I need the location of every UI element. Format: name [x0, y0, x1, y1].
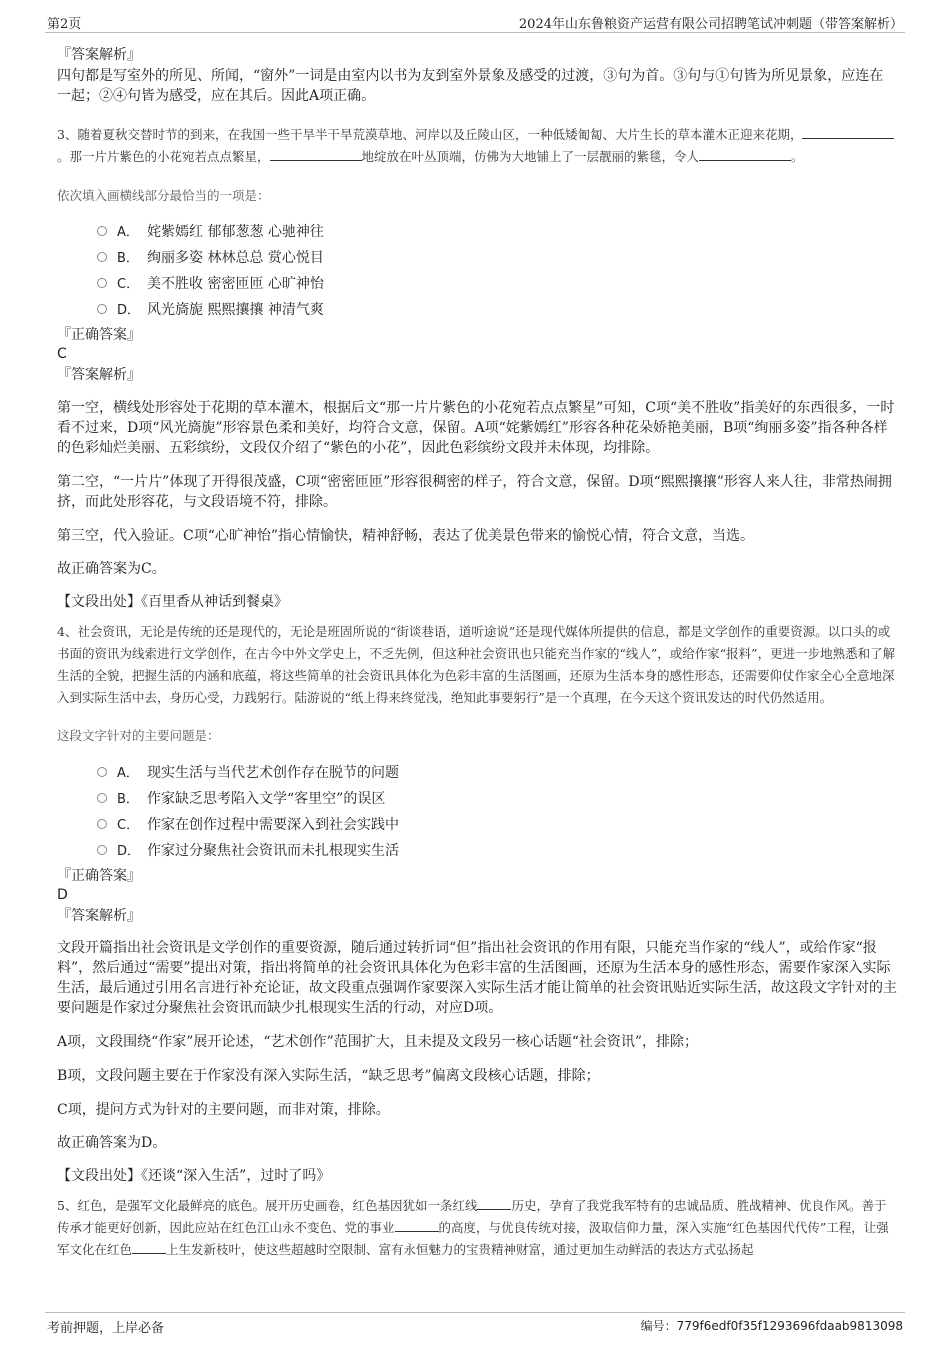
q3-analysis-para-3: 第三空，代入验证。C项“心旷神怡”指心情愉快，精神舒畅，表达了优美景色带来的愉悦心情，符合文意，当选。	[57, 528, 755, 544]
q3-correct-label: 『正确答案』	[57, 327, 141, 343]
q3-analysis-para-1: 第一空，横线处形容处于花期的草本灌木，根据后文“那一片片紫色的小花宛若点点繁星”可知，C项“美不胜收”指美好的东西很多，一时看不过来，D项“风光旖旎”形容景色柔和美好，均符合文意，保留。A项“姹紫嫣红”形容各种花朵娇艳美丽，B项“绚丽多姿”指各种各样的色彩灿烂美丽、五彩缤纷，文段仅介绍了“紫色的小花”，因此色彩缤纷文段并未体现，均排除。	[57, 400, 895, 456]
q4-question-text: 4、社会资讯，无论是传统的还是现代的，无论是班固所说的“街谈巷语，道听途说”还是现代媒体所提供的信息，都是文学创作的重要资源。以口头的或书面的资讯为线索进行文学创作，在古今中外文学史上，不乏先例，但这种社会资讯也只能充当作家的“线人”，或给作家“报料”，更进一步地熟悉和了解生活的全貌，把握生活的内涵和底蕴，将这些简单的社会资讯具体化为色彩丰富的生活图画，还原为生活本身的感性形态，还需要仰仗作家全心全意地深入到实际生活中去，身历心受，力践躬行。陆游说的“纸上得来终觉浅，绝知此事要躬行”是一个真理，在今天这个资讯发达的时代仍然适用。	[57, 624, 896, 705]
radio-icon[interactable]	[97, 278, 107, 288]
q3-option-a[interactable]: A． 姹紫嫣红 郁郁葱葱 心驰神往	[97, 219, 897, 245]
q3-prompt: 依次填入画横线部分最恰当的一项是：	[57, 188, 270, 203]
q4-analysis-para-3: B项，文段问题主要在于作家没有深入实际生活，“缺乏思考”偏离文段核心话题，排除；	[57, 1068, 600, 1084]
q2-analysis-text: 四句都是写室外的所见、所闻，“窗外”一词是由室内以书为友到室外景象及感受的过渡，③句为首。③句与①句皆为所见景象，应连在一起；②④句皆为感受，应在其后。因此A项正确。	[57, 68, 884, 104]
q3-analysis-label: 『答案解析』	[57, 367, 141, 383]
q3-analysis-para-2: 第二空，“一片片”体现了开得很茂盛，C项“密密匝匝”形容很稠密的样子，符合文意，保留。D项“熙熙攘攘”形容人来人往，非常热闹拥挤，而此处形容花，与文段语境不符，排除。	[57, 474, 892, 510]
footer-code: 编号：779f6edf0f35f1293696fdaab9813098	[640, 1319, 903, 1333]
q4-source: 【文段出处】《还谈“深入生活”，过时了吗》	[57, 1168, 331, 1184]
q3-blank-3	[699, 148, 791, 161]
q4-analysis-para-4: C项，提问方式为针对的主要问题，而非对策，排除。	[57, 1102, 390, 1118]
q3-option-c[interactable]: C． 美不胜收 密密匝匝 心旷神怡	[97, 271, 897, 297]
q3-analysis-para-4: 故正确答案为C。	[57, 561, 166, 577]
footer-slogan: 考前押题，上岸必备	[47, 1321, 165, 1336]
radio-icon[interactable]	[97, 304, 107, 314]
radio-icon[interactable]	[97, 819, 107, 829]
q5-question-text: 5、红色，是强军文化最鲜亮的底色。展开历史画卷，红色基因犹如一条红线 历史，孕育了我党我军特有的忠诚品质、胜战精神、优良作风。善于传承才能更好创新，因此应站在红色江山永不变色、党的事业 的高度，与优良传统对接，汲取信仰力量，深入实施“红色基因代代传”工程，让强军文化在红色 上生发新枝叶，使这些超越时空限制、富有永恒魅力的宝贵精神财富，通过更加生动鲜活的表达方式弘扬起	[57, 1198, 889, 1257]
q3-options	[57, 219, 897, 323]
q4-option-d[interactable]: D． 作家过分聚焦社会资讯而未扎根现实生活	[97, 838, 897, 864]
q5-blank-3	[132, 1241, 166, 1254]
radio-icon[interactable]	[97, 252, 107, 262]
q5-blank-2	[395, 1219, 439, 1232]
q3-question-text: 3、随着夏秋交替时节的到来，在我国一些干旱半干旱荒漠草地、河岸以及丘陵山区，一种低矮匍匐、大片生长的草本灌木正迎来花期，。那一片片紫色的小花宛若点点繁星， 地绽放在叶丛顶端，仿佛为大地铺上了一层靓丽的紫毯，令人 。	[57, 124, 897, 168]
radio-icon[interactable]	[97, 767, 107, 777]
page-content	[57, 46, 897, 1261]
q4-correct-answer: D	[57, 887, 68, 903]
document-title: 2024年山东鲁粮资产运营有限公司招聘笔试冲刺题（带答案解析）	[518, 17, 903, 32]
q3-option-d[interactable]: D． 风光旖旎 熙熙攘攘 神清气爽	[97, 297, 897, 323]
page-number: 第2页	[47, 17, 82, 32]
q2-analysis-label: 『答案解析』	[57, 47, 141, 63]
q4-analysis-para-2: A项，文段围绕“作家”展开论述，“艺术创作”范围扩大，且未提及文段另一核心话题“社会资讯”，排除；	[57, 1034, 699, 1050]
q5-blank-1	[477, 1197, 511, 1210]
q4-correct-label: 『正确答案』	[57, 868, 141, 884]
q4-prompt: 这段文字针对的主要问题是：	[57, 728, 220, 743]
q4-analysis-label: 『答案解析』	[57, 908, 141, 924]
q4-options	[57, 760, 897, 864]
q4-analysis-para-1: 文段开篇指出社会资讯是文学创作的重要资源，随后通过转折词“但”指出社会资讯的作用有限，只能充当作家的“线人”，或给作家“报料”，然后通过“需要”提出对策，指出将简单的社会资讯具体化为色彩丰富的生活图画，还原为生活本身的感性形态，需要作家深入实际生活，最后通过引用名言进行补充论证，故文段重点强调作家要深入实际生活才能让简单的社会资讯贴近实际生活，故这段文字针对的主要问题是作家过分聚焦社会资讯而缺少扎根现实生活的行动，对应D项。	[57, 940, 897, 1016]
q3-option-b[interactable]: B． 绚丽多姿 林林总总 赏心悦目	[97, 245, 897, 271]
page-header	[45, 10, 905, 33]
q3-blank-1	[802, 126, 894, 139]
q3-blank-2	[270, 148, 362, 161]
q4-option-c[interactable]: C． 作家在创作过程中需要深入到社会实践中	[97, 812, 897, 838]
q3-source: 【文段出处】《百里香从神话到餐桌》	[57, 594, 288, 610]
page-footer	[45, 1312, 905, 1335]
radio-icon[interactable]	[97, 226, 107, 236]
radio-icon[interactable]	[97, 845, 107, 855]
radio-icon[interactable]	[97, 793, 107, 803]
q4-option-a[interactable]: A． 现实生活与当代艺术创作存在脱节的问题	[97, 760, 897, 786]
q3-correct-answer: C	[57, 346, 67, 362]
q4-analysis-para-5: 故正确答案为D。	[57, 1135, 167, 1151]
q4-option-b[interactable]: B． 作家缺乏思考陷入文学“客里空”的误区	[97, 786, 897, 812]
